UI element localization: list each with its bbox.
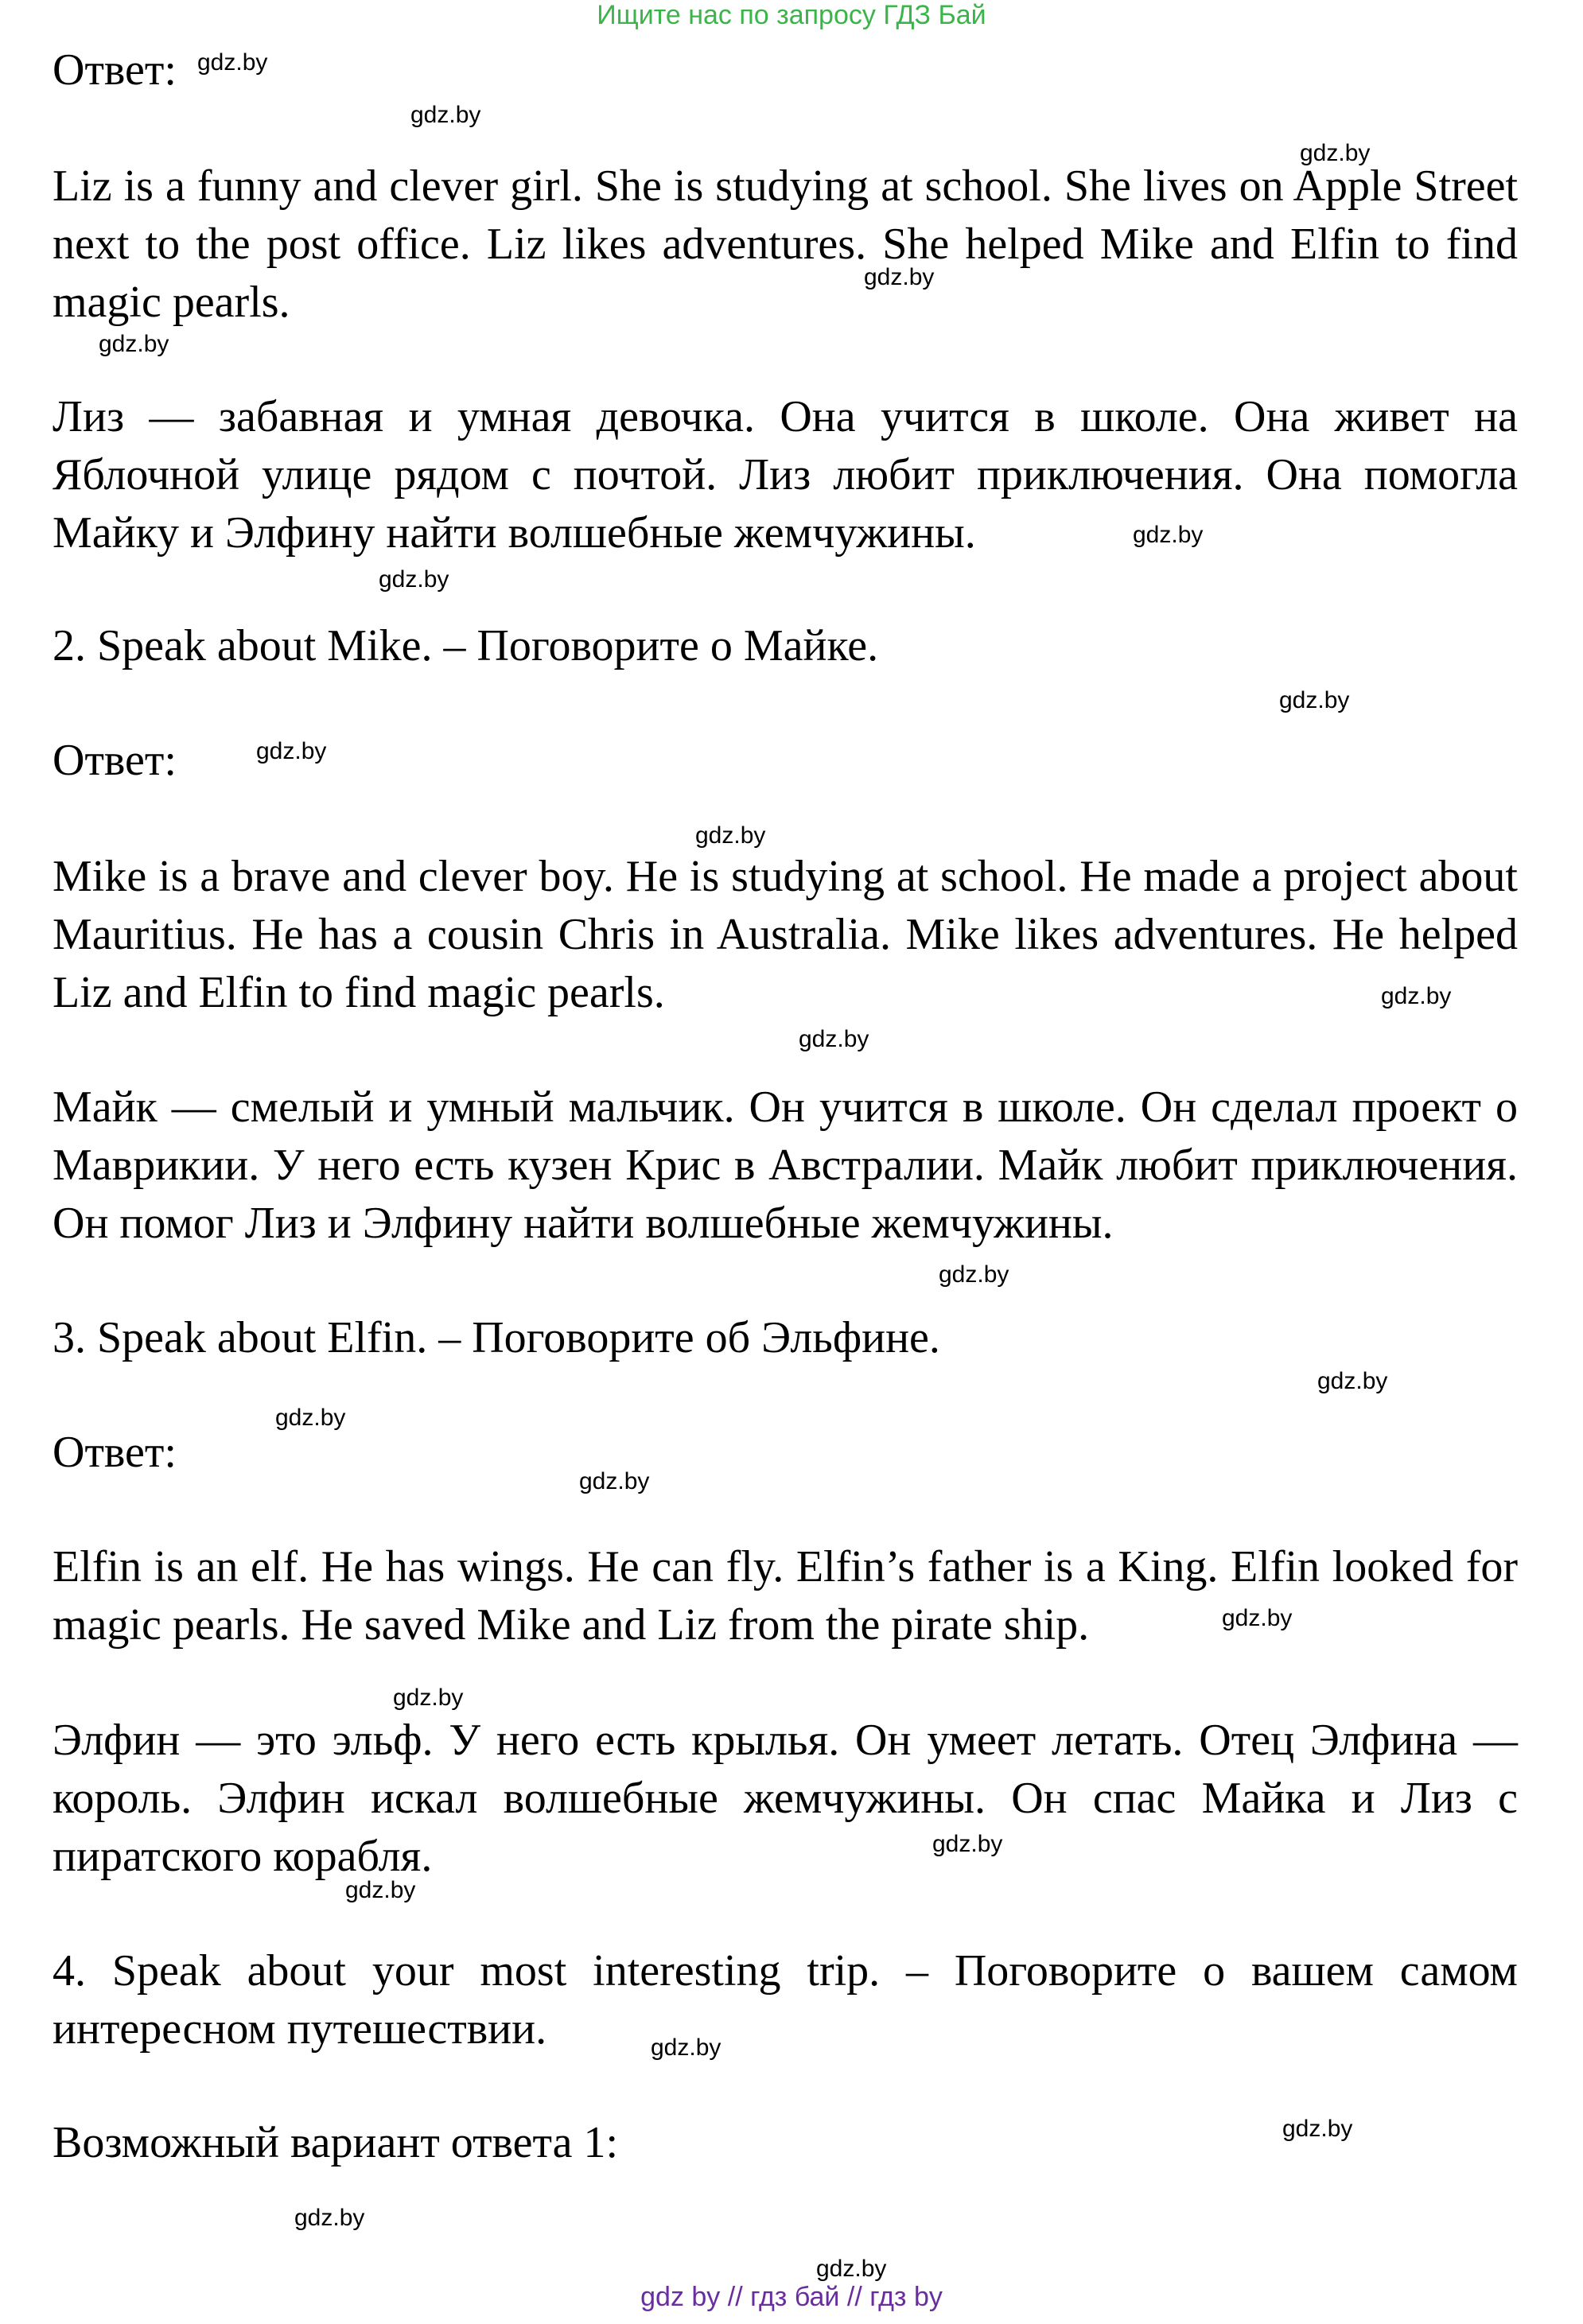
question-4: 4. Speak about your most interesting trip. – Поговорите о вашем самом интересном путешествии.	[53, 1946, 1518, 2054]
watermark: gdz.by	[345, 1877, 416, 1903]
watermark: gdz.by	[816, 2256, 887, 2282]
watermark: gdz.by	[1381, 983, 1452, 1009]
watermark: gdz.by	[695, 822, 766, 849]
watermark: gdz.by	[1222, 1605, 1293, 1631]
footer-links[interactable]: gdz by // гдз бай // гдз by	[640, 2282, 943, 2312]
watermark: gdz.by	[275, 1405, 346, 1431]
watermark: gdz.by	[651, 2034, 721, 2061]
answer-text-english-3: Elfin is an elf. He has wings. He can fly. Elfin’s father is a King. Elfin looked for magic pearls. He saved Mike and Liz from the pirate ship.	[53, 1542, 1518, 1650]
watermark: gdz.by	[1300, 140, 1371, 166]
watermark: gdz.by	[410, 102, 481, 128]
watermark: gdz.by	[393, 1685, 464, 1711]
watermark: gdz.by	[1282, 2116, 1353, 2142]
watermark: gdz.by	[932, 1831, 1003, 1857]
watermark: gdz.by	[1279, 687, 1350, 713]
watermark: gdz.by	[939, 1261, 1009, 1288]
watermark: gdz.by	[799, 1026, 869, 1052]
watermark: gdz.by	[256, 738, 327, 764]
watermark: gdz.by	[1133, 522, 1204, 548]
header-promo-link[interactable]: Ищите нас по запросу ГДЗ Бай	[597, 0, 986, 30]
answer-label-2: Ответ:	[53, 736, 177, 785]
watermark: gdz.by	[99, 331, 169, 357]
answer-label-4: Возможный вариант ответа 1:	[53, 2118, 619, 2167]
watermark: gdz.by	[197, 49, 268, 76]
watermark: gdz.by	[294, 2205, 365, 2231]
answer-label-3: Ответ:	[53, 1428, 177, 1477]
answer-text-english-2: Mike is a brave and clever boy. He is studying at school. He made a project about Mauritius. He has a cousin Chris in Australia. Mike likes adventures. He helped Liz and Elfin to find magic pearls.	[53, 852, 1518, 1017]
answer-text-russian-2: Майк — смелый и умный мальчик. Он учится в школе. Он сделал проект о Маврикии. У него есть кузен Крис в Австралии. Майк любит приключения. Он помог Лиз и Элфину найти волшебные жемчужины.	[53, 1082, 1518, 1248]
answer-text-english-1: Liz is a funny and clever girl. She is studying at school. She lives on Apple Street next to the post office. Liz likes adventures. She helped Mike and Elfin to find magic pearls.	[53, 161, 1518, 327]
answer-text-russian-1: Лиз — забавная и умная девочка. Она учится в школе. Она живет на Яблочной улице рядом с почтой. Лиз любит приключения. Она помогла Майку и Элфину найти волшебные жемчужины.	[53, 392, 1518, 558]
answer-text-russian-3: Элфин — это эльф. У него есть крылья. Он умеет летать. Отец Элфина — король. Элфин искал волшебные жемчужины. Он спас Майка и Лиз с пиратского корабля.	[53, 1716, 1518, 1881]
question-3: 3. Speak about Elfin. – Поговорите об Эльфине.	[53, 1313, 940, 1362]
question-2: 2. Speak about Mike. – Поговорите о Майке.	[53, 621, 879, 670]
watermark: gdz.by	[579, 1468, 650, 1494]
watermark: gdz.by	[1317, 1368, 1388, 1394]
answer-label-1: Ответ:	[53, 45, 177, 95]
watermark: gdz.by	[864, 264, 935, 290]
watermark: gdz.by	[379, 566, 449, 593]
